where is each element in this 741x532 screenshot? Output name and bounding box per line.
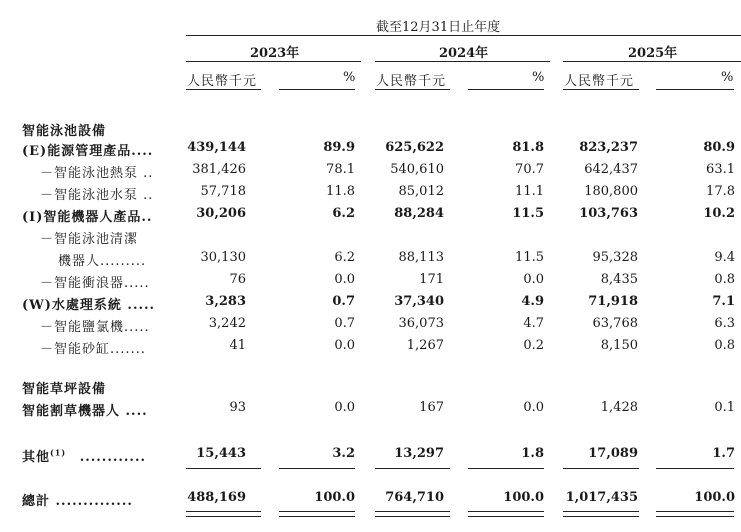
unit-2023: 人民幣千元 [187, 74, 258, 89]
pct-2024: 11.5 [515, 250, 544, 265]
year-2024: 2024年 [439, 46, 489, 61]
value-2024: 88,113 [398, 250, 444, 265]
total-double-rule [468, 511, 544, 517]
row-label: 機器人......... [58, 254, 147, 269]
pct-2025: 100.0 [694, 490, 735, 505]
pct-2023: 6.2 [334, 250, 355, 265]
value-2023: 30,130 [200, 250, 246, 265]
value-2025: 95,328 [592, 250, 638, 265]
pct-2023: 11.8 [326, 184, 355, 199]
pct-2024: 4.7 [523, 316, 544, 331]
year-rule-2024 [375, 61, 550, 62]
pct-2024: 81.8 [512, 140, 544, 155]
pct-2024: 0.0 [523, 272, 544, 287]
pct-2023: 6.2 [332, 206, 355, 221]
pct-2023: 100.0 [314, 490, 355, 505]
value-2025: 1,428 [600, 400, 638, 415]
value-2024: 171 [419, 272, 444, 287]
value-2024: 85,012 [398, 184, 444, 199]
pct-rule-2024 [468, 89, 544, 90]
year-rule-2025 [563, 61, 741, 62]
pct-2025: 6.3 [714, 316, 735, 331]
pct-2025: 9.4 [714, 250, 735, 265]
unit-rule-2023 [186, 89, 261, 90]
section-pool-equipment: 智能泳池設備 [22, 124, 107, 139]
pct-2023: 0.0 [334, 400, 355, 415]
row-label: (W)水處理系統 ..... [22, 298, 156, 313]
unit-rule-2024 [375, 89, 450, 90]
value-2023: 15,443 [196, 446, 246, 461]
other-label: 其他 [22, 450, 51, 465]
subtotal-rule [279, 468, 355, 469]
value-2024: 540,610 [390, 162, 444, 177]
pct-rule-2023 [279, 89, 355, 90]
total-double-rule [656, 511, 734, 517]
value-2025: 8,435 [600, 272, 638, 287]
period-header: 截至12月31日止年度 [376, 20, 501, 35]
pct-2024: 100.0 [503, 490, 544, 505]
pct-2025: 1.7 [712, 446, 735, 461]
value-2025: 17,089 [588, 446, 638, 461]
value-2023: 76 [229, 272, 246, 287]
value-2024: 88,284 [394, 206, 444, 221]
row-label: －智能鹽氯機..... [40, 320, 150, 335]
year-2023: 2023年 [250, 46, 300, 61]
pct-2023: 89.9 [323, 140, 355, 155]
row-label [22, 446, 146, 465]
value-2025: 71,918 [588, 294, 638, 309]
pct-rule-2025 [656, 89, 734, 90]
pct-2023: 0.0 [334, 338, 355, 353]
row-label: (I)智能機器人產品.. [22, 210, 153, 225]
pct-2024: 11.1 [515, 184, 544, 199]
value-2024: 1,267 [406, 338, 444, 353]
pct-2025: 80.9 [703, 140, 735, 155]
row-label: －智能衝浪器..... [40, 276, 150, 291]
subtotal-rule [186, 468, 261, 469]
pct-2025: % [721, 70, 735, 85]
pct-2024: 0.2 [523, 338, 544, 353]
total-double-rule [375, 511, 450, 517]
pct-2024: % [532, 70, 546, 85]
total-double-rule [186, 511, 261, 517]
value-2023: 93 [229, 400, 246, 415]
value-2024: 764,710 [385, 490, 444, 505]
pct-2024: 0.0 [523, 400, 544, 415]
row-label: －智能泳池清潔 [40, 232, 139, 247]
value-2025: 180,800 [584, 184, 638, 199]
value-2024: 167 [419, 400, 444, 415]
subtotal-rule [563, 468, 639, 469]
value-2023: 439,144 [187, 140, 246, 155]
value-2024: 37,340 [394, 294, 444, 309]
pct-2024: 11.5 [512, 206, 544, 221]
leader-dots: ............ [79, 450, 146, 465]
pct-2024: 1.8 [521, 446, 544, 461]
unit-2025: 人民幣千元 [564, 74, 635, 89]
pct-2023: 3.2 [332, 446, 355, 461]
value-2025: 63,768 [592, 316, 638, 331]
row-label: 智能割草機器人 .... [22, 404, 148, 419]
pct-2025: 17.8 [706, 184, 735, 199]
subtotal-rule [468, 468, 544, 469]
row-label: (E)能源管理產品.... [22, 144, 154, 159]
unit-2024: 人民幣千元 [376, 74, 447, 89]
header-rule [186, 35, 741, 36]
value-2025: 642,437 [584, 162, 638, 177]
unit-rule-2025 [563, 89, 639, 90]
pct-2025: 0.8 [714, 272, 735, 287]
value-2024: 625,622 [385, 140, 444, 155]
section-lawn-equipment: 智能草坪設備 [22, 382, 107, 397]
value-2023: 3,283 [205, 294, 246, 309]
value-2025: 8,150 [600, 338, 638, 353]
value-2025: 1,017,435 [565, 490, 638, 505]
value-2023: 30,206 [196, 206, 246, 221]
value-2023: 488,169 [187, 490, 246, 505]
row-label: －智能泳池熱泵 .. [40, 166, 154, 181]
pct-2025: 10.2 [703, 206, 735, 221]
subtotal-rule [375, 468, 450, 469]
subtotal-rule [656, 468, 734, 469]
pct-2023: 0.0 [334, 272, 355, 287]
pct-2023: 0.7 [332, 294, 355, 309]
pct-2024: 70.7 [515, 162, 544, 177]
value-2025: 823,237 [579, 140, 638, 155]
value-2023: 41 [229, 338, 246, 353]
value-2023: 57,718 [200, 184, 246, 199]
row-label: －智能砂缸....... [40, 342, 146, 357]
value-2024: 13,297 [394, 446, 444, 461]
total-double-rule [279, 511, 355, 517]
total-double-rule [563, 511, 639, 517]
pct-2025: 7.1 [712, 294, 735, 309]
year-rule-2023 [186, 61, 361, 62]
year-2025: 2025年 [628, 46, 678, 61]
value-2023: 381,426 [192, 162, 246, 177]
row-label: 總計 .............. [22, 494, 133, 509]
value-2023: 3,242 [208, 316, 246, 331]
pct-2025: 63.1 [706, 162, 735, 177]
footnote-marker: (1) [50, 447, 67, 458]
pct-2023: 78.1 [326, 162, 355, 177]
pct-2025: 0.8 [714, 338, 735, 353]
value-2025: 103,763 [579, 206, 638, 221]
value-2024: 36,073 [398, 316, 444, 331]
pct-2023: 0.7 [334, 316, 355, 331]
pct-2024: 4.9 [521, 294, 544, 309]
pct-2023: % [343, 70, 357, 85]
pct-2025: 0.1 [714, 400, 735, 415]
row-label: －智能泳池水泵 .. [40, 188, 154, 203]
